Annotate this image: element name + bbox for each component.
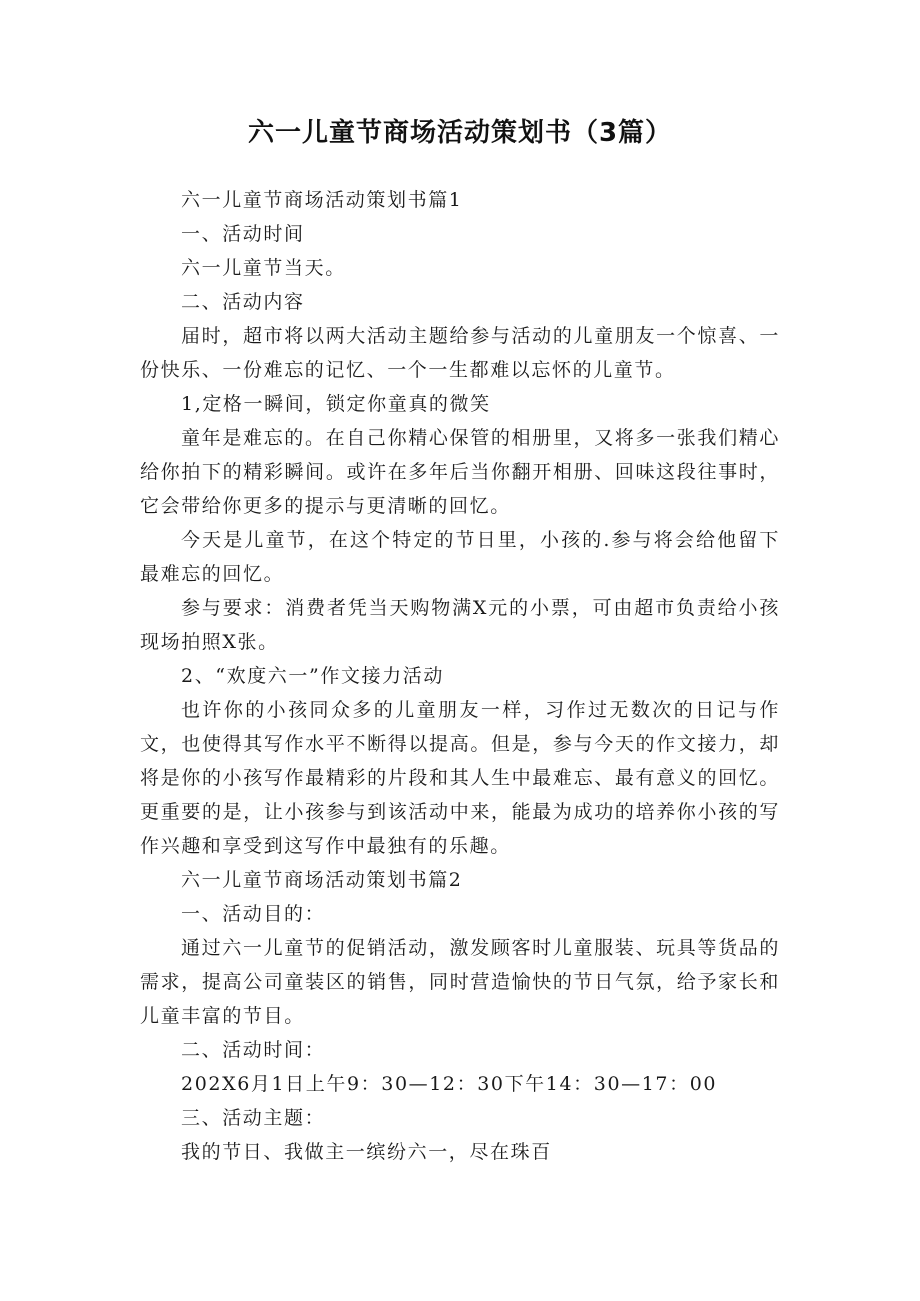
paragraph: 参与要求：消费者凭当天购物满X元的小票，可由超市负责给小孩现场拍照X张。 <box>140 597 780 653</box>
heading-activity-time: 一、活动时间 <box>181 223 305 245</box>
paragraph: 六一儿童节当天。 <box>181 257 346 279</box>
paragraph: 也许你的小孩同众多的儿童朋友一样，习作过无数次的日记与作文，也使得其写作水平不断得以提高。但是，参与今天的作文接力，却将是你的小孩写作最精彩的片段和其人生中最难忘、最有意义的回忆。更重要的是，让小孩参与到该活动中来，能最为成功的培养你小孩的写作兴趣和享受到这写作中最独有的乐趣。 <box>140 699 780 857</box>
subheading-photo: 1,定格一瞬间，锁定你童真的微笑 <box>181 393 491 415</box>
subheading-essay-relay: 2、“欢度六一”作文接力活动 <box>181 665 444 687</box>
heading-activity-time: 二、活动时间： <box>181 1039 326 1061</box>
document-body <box>140 183 780 1169</box>
paragraph: 届时，超市将以两大活动主题给参与活动的儿童朋友一个惊喜、一份快乐、一份难忘的记忆、一个一生都难以忘怀的儿童节。 <box>140 325 780 381</box>
section-heading-part2: 六一儿童节商场活动策划书篇2 <box>181 869 463 891</box>
heading-activity-purpose: 一、活动目的： <box>181 903 326 925</box>
paragraph: 今天是儿童节，在这个特定的节日里，小孩的.参与将会给他留下最难忘的回忆。 <box>140 529 780 585</box>
paragraph: 通过六一儿童节的促销活动，激发顾客时儿童服装、玩具等货品的需求，提高公司童装区的销售，同时营造愉快的节日气氛，给予家长和儿童丰富的节目。 <box>140 937 780 1027</box>
heading-activity-theme: 三、活动主题： <box>181 1107 326 1129</box>
heading-activity-content: 二、活动内容 <box>181 291 305 313</box>
document-title: 六一儿童节商场活动策划书（3篇） <box>247 118 673 148</box>
paragraph: 我的节日、我做主一缤纷六一，尽在珠百 <box>181 1141 552 1163</box>
paragraph: 202X6月1日上午9：30—12：30下午14：30—17：00 <box>181 1073 718 1095</box>
section-heading-part1: 六一儿童节商场活动策划书篇1 <box>181 189 463 211</box>
paragraph: 童年是难忘的。在自己你精心保管的相册里，又将多一张我们精心给你拍下的精彩瞬间。或许在多年后当你翻开相册、回味这段往事时，它会带给你更多的提示与更清晰的回忆。 <box>140 427 780 517</box>
